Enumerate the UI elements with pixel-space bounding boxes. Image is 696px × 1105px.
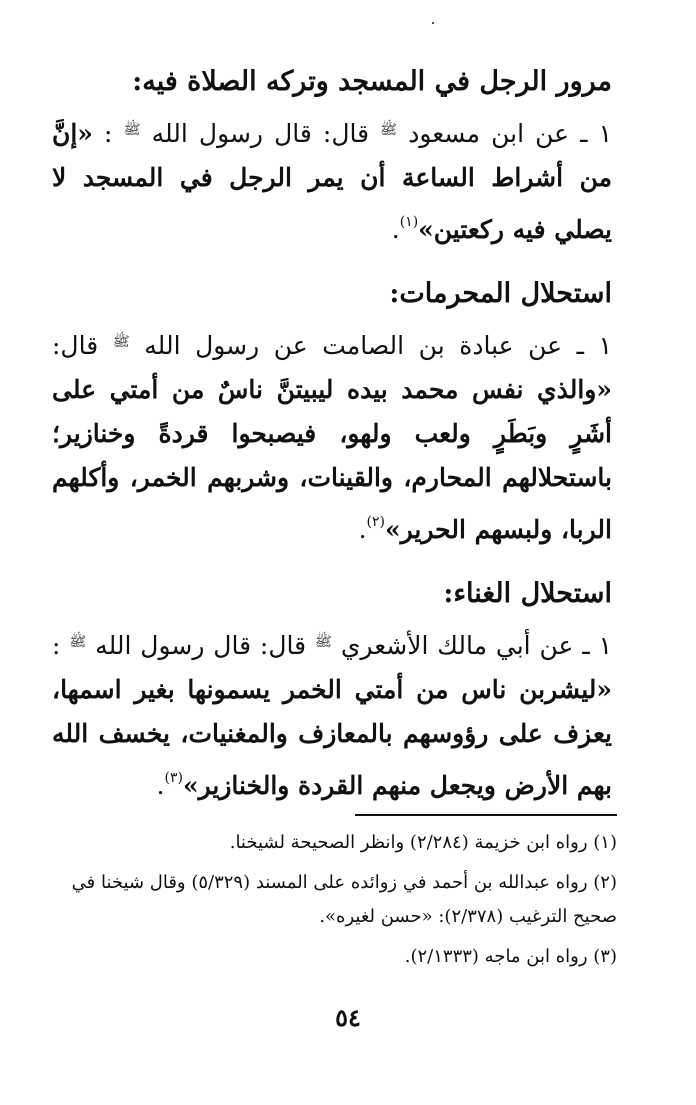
section-heading: استحلال الغناء: — [443, 578, 612, 609]
honorific-prophet: ﷺ — [112, 334, 130, 350]
footnote: (١) رواه ابن خزيمة (٢/٢٨٤) وانظر الصحيحة لشيخنا. — [229, 832, 617, 853]
section-prohibitions — [52, 274, 612, 552]
hadith-quote: «والذي نفس محمد بيده ليبيتنَّ ناسٌ من أمتي على أشَرٍ وبَطَرٍ ولعب ولهو، فيصبحوا قردةً وخنازير؛ باستحلالهم المحارم، والقينات، وشربهم الخمر، وأكلهم الربا، ولبسهم الحرير» — [52, 375, 612, 544]
colon: : — [104, 119, 113, 148]
honorific-prophet: ﷺ — [123, 122, 141, 138]
hadith-paragraph — [52, 108, 612, 252]
hadith-intro: ١ ـ عن أبي مالك الأشعري — [340, 631, 613, 660]
hadith-intro: ١ ـ عن ابن مسعود — [408, 119, 612, 148]
footnote-separator — [355, 814, 617, 816]
section-heading: مرور الرجل في المسجد وتركه الصلاة فيه: — [132, 66, 612, 97]
hadith-paragraph — [52, 620, 612, 808]
period: . — [156, 771, 165, 800]
footnote-ref[interactable]: (٣) — [164, 770, 183, 786]
footnote-ref[interactable]: (٢) — [366, 514, 386, 530]
hadith-paragraph — [52, 320, 612, 552]
section-mosque — [52, 62, 612, 252]
main-text — [52, 62, 612, 830]
hadith-intro: ١ ـ عن عبادة بن الصامت عن رسول الله — [144, 331, 613, 360]
hadith-narration: قال: قال رسول الله — [151, 119, 370, 148]
hadith-narration: قال: قال رسول الله — [95, 631, 307, 660]
section-heading: استحلال المحرمات: — [389, 278, 612, 309]
period: . — [391, 215, 400, 244]
honorific-prophet: ﷺ — [69, 634, 87, 650]
footnote: (٣) رواه ابن ماجه (٢/١٣٣٣). — [404, 946, 617, 967]
honorific-companion: ﷺ — [380, 122, 398, 138]
page-number: ٥٤ — [335, 1003, 361, 1032]
hadith-quote: «ليشربن ناس من أمتي الخمر يسمونها بغير اسمها، يعزف على رؤوسهم بالمعازف والمغنيات، يخسف الله بهم الأرض ويجعل منهم القردة والخنازير» — [52, 675, 612, 800]
footnotes — [52, 826, 617, 980]
footnote: (٢) رواه عبدالله بن أحمد في زوائده على المسند (٥/٣٢٩) وقال شيخنا في صحيح الترغيب (٢/٣٧٨): «حسن لغيره». — [71, 872, 617, 927]
hadith-narration: قال: — [52, 331, 99, 360]
colon: : — [52, 631, 61, 660]
honorific-companion: ﷺ — [315, 634, 332, 650]
section-singing — [52, 574, 612, 808]
page-mark — [432, 22, 434, 24]
hadith-quote: «إنَّ من أشراط الساعة أن يمر الرجل في المسجد لا يصلي فيه ركعتين» — [52, 119, 612, 244]
footnote-ref[interactable]: (١) — [399, 214, 419, 230]
period: . — [358, 515, 367, 544]
